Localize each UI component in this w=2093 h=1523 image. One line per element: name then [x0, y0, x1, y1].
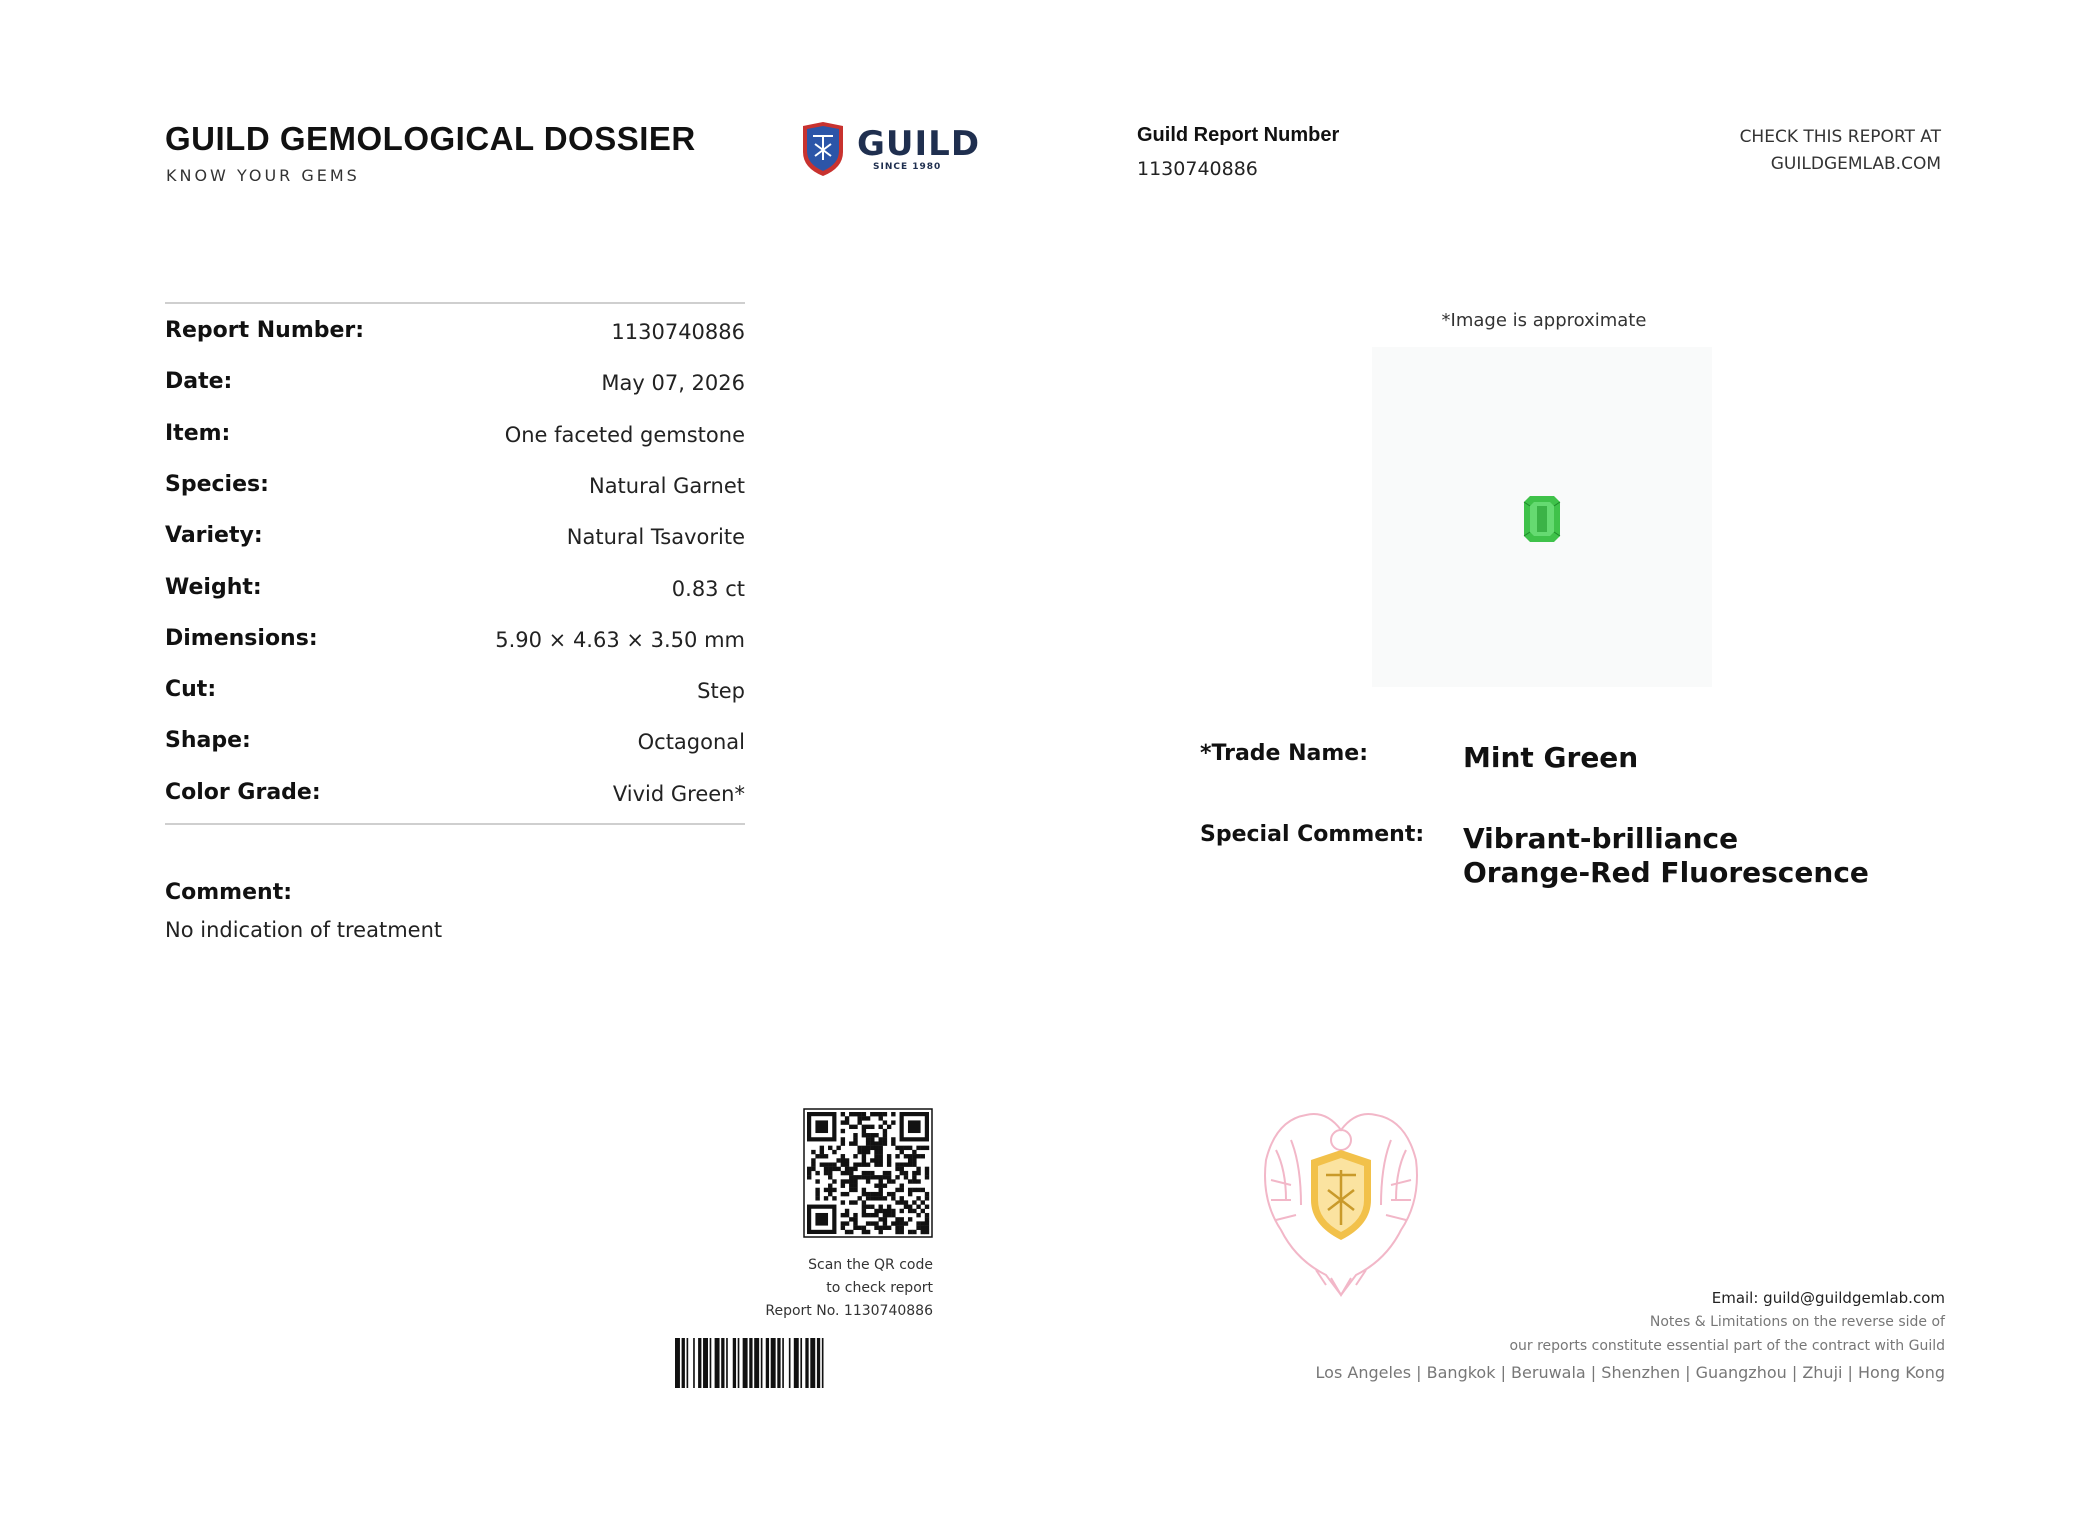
detail-value: 0.83 ct — [671, 576, 745, 601]
qr-caption — [765, 1254, 933, 1323]
qr-code[interactable] — [803, 1108, 933, 1238]
detail-label: Shape: — [165, 728, 251, 754]
detail-value: One faceted gemstone — [504, 422, 745, 447]
detail-value: 5.90 × 4.63 × 3.50 mm — [495, 627, 745, 652]
detail-label: Variety: — [165, 523, 263, 549]
detail-value: Natural Garnet — [588, 473, 745, 498]
eagle-seal-icon — [1256, 1100, 1426, 1300]
detail-row — [165, 369, 745, 419]
qr-caption-line-3: Report No. 1130740886 — [765, 1303, 933, 1319]
footer-notes-line-2: our reports constitute essential part of the contract with Guild — [1509, 1338, 1945, 1354]
detail-value: Step — [697, 679, 745, 704]
report-number-heading: Guild Report Number — [1137, 124, 1340, 146]
check-line-1: CHECK THIS REPORT AT — [1739, 127, 1941, 147]
detail-label: Report Number: — [165, 318, 365, 343]
logo-text: GUILD — [857, 124, 981, 164]
detail-label: Species: — [165, 471, 269, 497]
special-comment-line-2: Orange-Red Fluorescence — [1463, 856, 1869, 889]
divider-bottom — [165, 823, 745, 825]
comment-text: No indication of treatment — [165, 918, 443, 942]
detail-value: 1130740886 — [611, 320, 745, 344]
detail-value: Vivid Green* — [612, 781, 745, 806]
trade-name-label: *Trade Name: — [1200, 741, 1369, 766]
detail-row — [165, 728, 745, 778]
detail-label: Item: — [165, 420, 231, 446]
check-report-link[interactable] — [1740, 124, 1941, 178]
image-note: *Image is approximate — [1441, 310, 1647, 331]
detail-label: Dimensions: — [165, 625, 318, 651]
shield-icon — [801, 120, 845, 178]
detail-label: Date: — [165, 369, 233, 395]
divider-top — [165, 302, 745, 304]
brand-subtitle: KNOW YOUR GEMS — [166, 166, 360, 185]
comment-label: Comment: — [165, 880, 293, 905]
footer-notes-line-1: Notes & Limitations on the reverse side of — [1649, 1314, 1945, 1330]
special-comment-label: Special Comment: — [1200, 822, 1425, 847]
detail-label: Weight: — [165, 574, 262, 600]
qr-caption-line-2: to check report — [826, 1280, 933, 1296]
detail-label: Cut: — [165, 677, 217, 703]
footer-email[interactable]: Email: guild@guildgemlab.com — [1711, 1289, 1945, 1307]
qr-caption-line-1: Scan the QR code — [808, 1257, 933, 1273]
detail-row — [165, 472, 745, 522]
detail-value: Octagonal — [637, 730, 745, 755]
detail-row — [165, 318, 745, 368]
detail-value: May 07, 2026 — [601, 371, 745, 396]
detail-row — [165, 575, 745, 625]
detail-row — [165, 421, 745, 471]
logo-since: SINCE 1980 — [873, 162, 942, 172]
check-line-2: GUILDGEMLAB.COM — [1770, 154, 1941, 174]
trade-name-value: Mint Green — [1463, 741, 1639, 774]
guild-logo — [801, 120, 981, 180]
detail-value: Natural Tsavorite — [566, 525, 745, 550]
report-number-heading-value: 1130740886 — [1137, 158, 1258, 180]
special-comment-line-1: Vibrant-brilliance — [1463, 822, 1739, 855]
gemstone-image — [1522, 494, 1562, 544]
brand-title: GUILD GEMOLOGICAL DOSSIER — [165, 120, 696, 157]
barcode — [675, 1338, 935, 1388]
gem-image-frame — [1372, 347, 1712, 687]
detail-row — [165, 677, 745, 727]
detail-label: Color Grade: — [165, 779, 321, 805]
detail-row — [165, 523, 745, 573]
footer-cities: Los Angeles | Bangkok | Beruwala | Shenzhen | Guangzhou | Zhuji | Hong Kong — [1315, 1363, 1945, 1382]
detail-row — [165, 626, 745, 676]
